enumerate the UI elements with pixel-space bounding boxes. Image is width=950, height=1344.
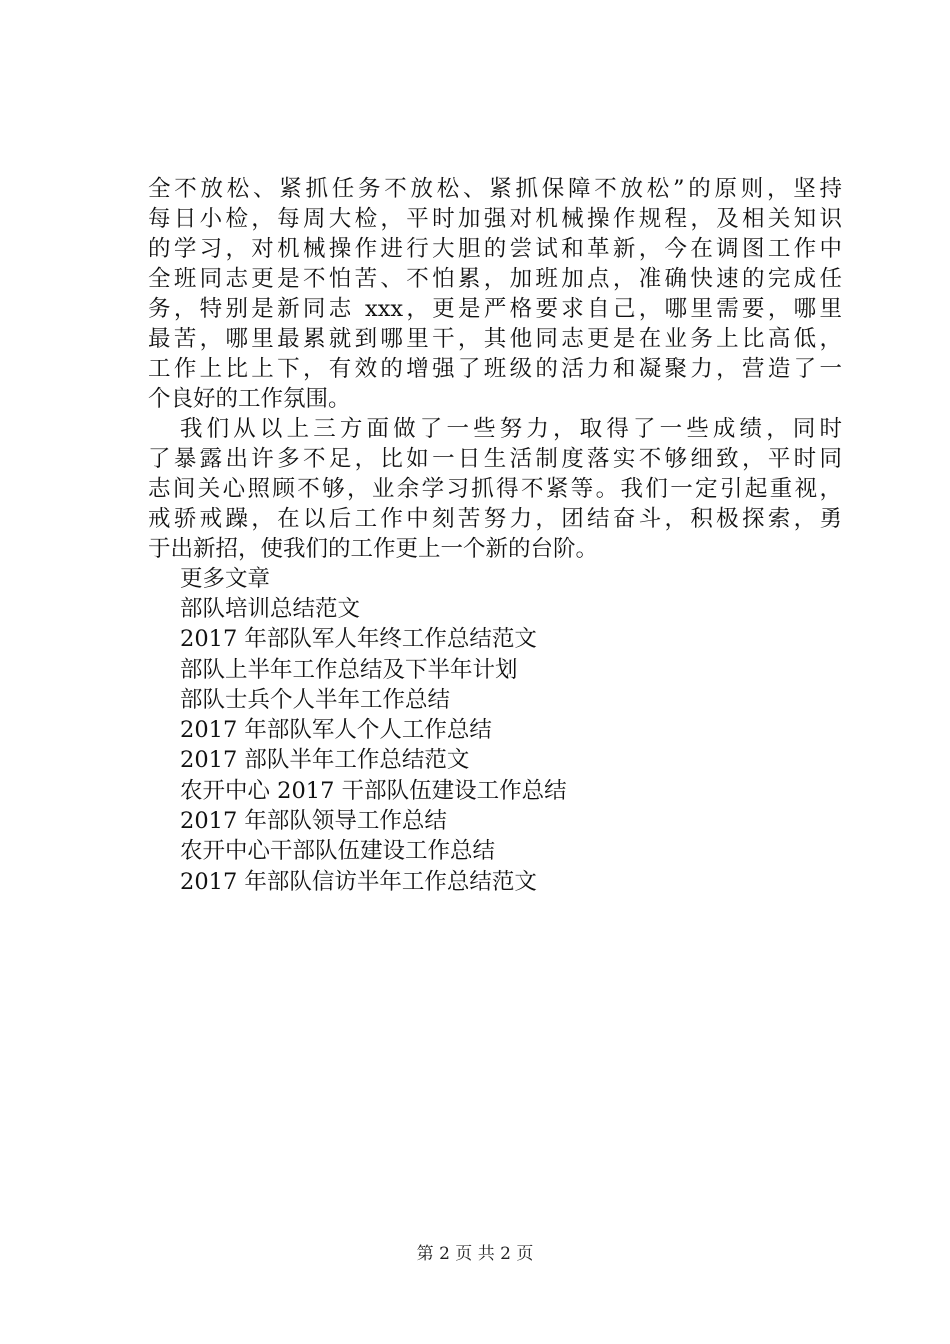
paragraph-line: 务，特别是新同志 xxx，更是严格要求自己，哪里需要，哪里 [148,296,842,322]
document-body [148,174,842,897]
paragraph-line: 最苦，哪里最累就到哪里干，其他同志更是在业务上比高低， [148,326,842,352]
article-link[interactable]: 部队上半年工作总结及下半年计划 [180,656,518,683]
article-link[interactable]: 2017 年部队军人年终工作总结范文 [180,626,537,653]
article-link[interactable]: 2017 部队半年工作总结范文 [180,747,470,774]
paragraph-line: 志间关心照顾不够，业余学习抓得不紧等。我们一定引起重视， [148,476,842,502]
paragraph-line: 每日小检，每周大检，平时加强对机械操作规程，及相关知识 [148,206,842,232]
paragraph-1 [148,174,842,414]
article-link[interactable]: 农开中心干部队伍建设工作总结 [180,838,496,865]
paragraph-line: 于出新招，使我们的工作更上一个新的台阶。 [148,536,599,562]
paragraph-line: 的学习，对机械操作进行大胆的尝试和革新，今在调图工作中 [148,236,842,262]
more-articles-title: 更多文章 [180,566,271,592]
paragraph-line: 个良好的工作氛围。 [148,386,351,412]
more-articles-list [148,594,842,897]
paragraph-line: 我们从以上三方面做了一些努力，取得了一些成绩，同时 [180,416,842,442]
paragraph-line: 全班同志更是不怕苦、不怕累，加班加点，准确快速的完成任 [148,266,842,292]
paragraph-line: 戒骄戒躁，在以后工作中刻苦努力，团结奋斗，积极探索，勇 [148,506,842,532]
article-link[interactable]: 2017 年部队领导工作总结 [180,808,447,835]
paragraph-line: 了暴露出许多不足，比如一日生活制度落实不够细致，平时同 [148,446,842,472]
article-link[interactable]: 部队培训总结范文 [180,596,361,622]
more-articles-section [148,564,842,897]
article-link[interactable]: 2017 年部队军人个人工作总结 [180,717,492,744]
paragraph-line: 工作上比上下，有效的增强了班级的活力和凝聚力，营造了一 [148,356,842,382]
page-footer: 第 2 页 共 2 页 [416,1244,534,1264]
article-link[interactable]: 2017 年部队信访半年工作总结范文 [180,868,537,895]
article-link[interactable]: 农开中心 2017 干部队伍建设工作总结 [180,777,567,804]
paragraph-line: 全不放松、紧抓任务不放松、紧抓保障不放松”的原则，坚持 [148,176,842,202]
paragraph-2 [148,414,842,564]
article-link[interactable]: 部队士兵个人半年工作总结 [180,686,451,713]
